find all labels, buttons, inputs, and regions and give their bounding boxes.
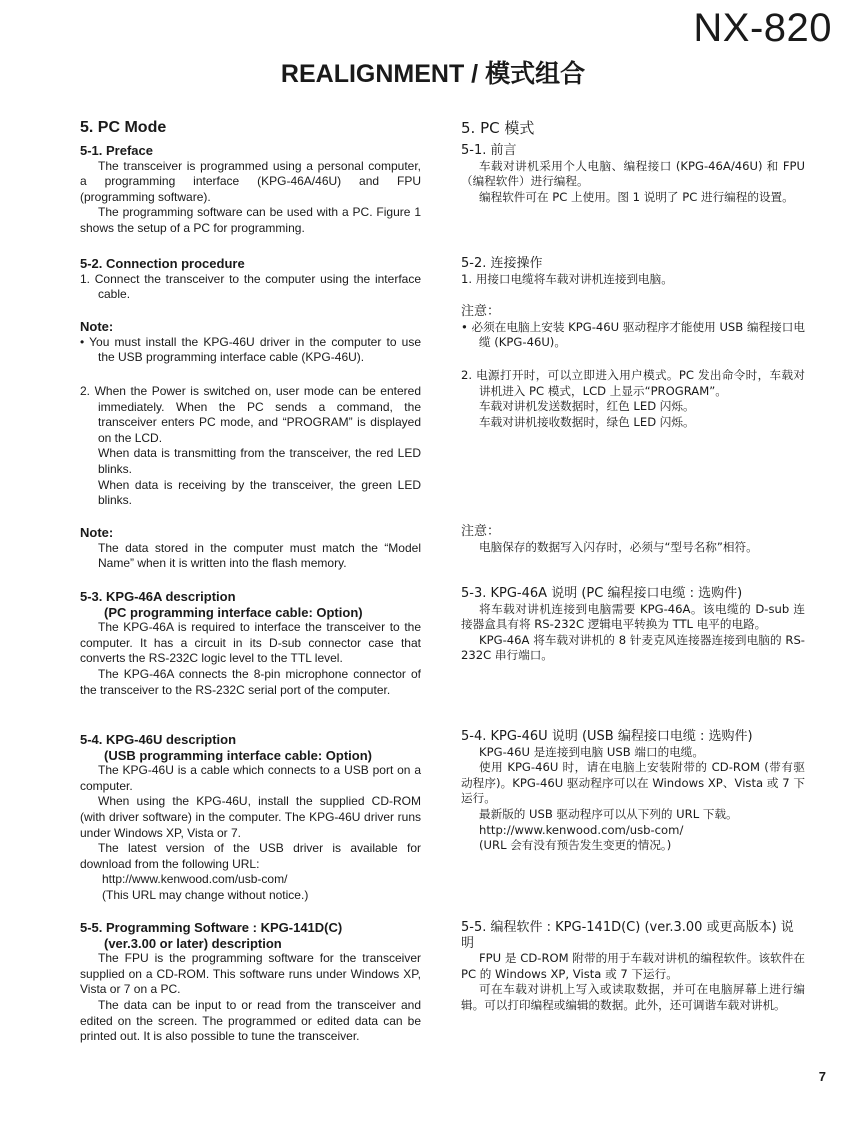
model-number: NX-820 [693,6,832,50]
en-note1-title: Note: [80,319,114,334]
en-note2-title: Note: [80,525,114,540]
en-s55-title: 5-5. Programming Software : KPG-141D(C) [80,920,343,935]
cn-s54-title: 5-4. KPG-46U 说明 (USB 编程接口电缆 : 选购件) [461,729,753,744]
en-note2-text: The data stored in the computer must match the “Model Name” when it is written into the flash memory. [98,540,421,571]
en-note1-item: • You must install the KPG-46U driver in the computer to use the USB programming interface cable (KPG-46U). [80,334,421,365]
cn-s52-item1: 1. 用接口电缆将车载对讲机连接到电脑。 [461,271,673,286]
en-s51-p1: The transceiver is programmed using a personal computer, a programming interface (KPG-46A/46U) and FPU (programming software). [80,158,421,204]
en-s51-title: 5-1. Preface [80,143,153,158]
en-section-55 [80,920,421,1045]
cn-s52-item2-green: 车载对讲机接收数据时，绿色 LED 闪烁。 [479,414,695,429]
en-s54-p2: When using the KPG-46U, install the supplied CD-ROM (with driver software) in the computer. The KPG-46U driver runs under Windows XP, Vista or 7. [80,794,421,840]
cn-section-52 [461,256,805,287]
cn-note1-item: • 必须在电脑上安装 KPG-46U 驱动程序才能使用 USB 编程接口电缆 (KPG-46U)。 [461,319,805,350]
cn-note2-text: 电脑保存的数据写入闪存时，必须与“型号名称”相符。 [479,539,758,554]
cn-note2 [461,524,805,555]
cn-s54-note: (URL 会有没有预告发生变更的情况。) [479,838,672,853]
en-s5-title: 5. PC Mode [80,119,167,136]
en-section-52 [80,256,421,303]
en-s52-item2-green: When data is receiving by the transceiver, the green LED blinks. [98,477,421,508]
cn-s54-p2: 使用 KPG-46U 时，请在电脑上安装附带的 CD-ROM (带有驱动程序)。KPG-46U 驱动程序可以在 Windows XP、Vista 或 7 下运行。 [461,760,805,806]
cn-s5-title: 5. PC 模式 [461,119,535,137]
cn-s52-title: 5-2. 连接操作 [461,256,543,271]
cn-s52-item2-red: 车载对讲机发送数据时，红色 LED 闪烁。 [479,399,695,414]
en-s52-item2-red: When data is transmitting from the transceiver, the red LED blinks. [98,446,421,476]
cn-s54-url: http://www.kenwood.com/usb-com/ [479,822,684,837]
en-s53-p1: The KPG-46A is required to interface the transceiver to the computer. It has a circuit in its D-sub connector case that converts the RS-232C logic level to the TTL level. [80,620,421,666]
cn-s55-p1: FPU 是 CD-ROM 附带的用于车载对讲机的编程软件。该软件在 PC 的 Windows XP, Vista 或 7 下运行。 [461,951,805,981]
en-s54-subtitle: (USB programming interface cable: Option) [104,747,372,763]
en-s53-subtitle: (PC programming interface cable: Option) [104,604,363,620]
cn-section-53 [461,586,805,664]
en-s54-p3: The latest version of the USB driver is available for download from the following URL: [80,841,421,871]
cn-section-55 [461,920,805,1014]
en-s54-note: (This URL may change without notice.) [102,887,309,902]
cn-note1-title: 注意： [461,304,501,319]
en-s51-p2: The programming software can be used with a PC. Figure 1 shows the setup of a PC for programming. [80,205,421,235]
cn-section-54 [461,729,805,854]
en-s55-subtitle: (ver.3.00 or later) description [104,935,282,951]
cn-s54-p3: 最新版的 USB 驱动程序可以从下列的 URL 下载。 [479,806,738,821]
cn-s54-p1: KPG-46U 是连接到电脑 USB 端口的电缆。 [479,744,704,759]
cn-s55-title: 5-5. 编程软件 : KPG-141D(C) (ver.3.00 或更高版本) 说明 [461,920,794,951]
en-s52-item1: 1. Connect the transceiver to the computer using the interface cable. [80,271,421,302]
cn-s51-title: 5-1. 前言 [461,143,517,158]
cn-s51-p2: 编程软件可在 PC 上使用。图 1 说明了 PC 进行编程的设置。 [479,189,794,204]
cn-s51-p1: 车载对讲机采用个人电脑、编程接口 (KPG-46A/46U) 和 FPU（编程软件）进行编程。 [461,158,805,189]
en-section-54 [80,732,421,904]
en-s53-p2: The KPG-46A connects the 8-pin microphone connector of the transceiver to the RS-232C serial port of the computer. [80,666,421,697]
cn-s53-p1: 将车载对讲机连接到电脑需要 KPG-46A。该电缆的 D-sub 连接器盒具有将 RS-232C 逻辑电平转换为 TTL 电平的电路。 [461,601,805,632]
cn-note1 [461,304,805,351]
page-number: 7 [818,1069,826,1084]
en-note1 [80,319,421,366]
en-s52-title: 5-2. Connection procedure [80,256,245,271]
cn-section-5 [461,118,805,205]
en-s54-url: http://www.kenwood.com/usb-com/ [102,872,288,887]
en-s53-title: 5-3. KPG-46A description [80,589,236,604]
cn-s52-item2-block [461,368,805,430]
en-s54-p1: The KPG-46U is a cable which connects to a USB port on a computer. [80,763,421,793]
en-section-53 [80,589,421,698]
cn-s52-item2: 2. 电源打开时，可以立即进入用户模式。PC 发出命令时，车载对讲机进入 PC 模式，LCD 上显示“PROGRAM”。 [461,368,805,398]
en-s55-p1: The FPU is the programming software for the transceiver supplied on a CD-ROM. This software runs under Windows XP, Vista or 7 on a PC. [80,951,421,997]
en-s52-item2-block [80,384,421,509]
en-section-5 [80,118,421,237]
cn-s53-p2: KPG-46A 将车载对讲机的 8 针麦克风连接器连接到电脑的 RS-232C 串行端口。 [461,632,805,663]
cn-note2-title: 注意： [461,524,501,539]
page-title: REALIGNMENT / 模式组合 [280,60,586,88]
en-s54-title: 5-4. KPG-46U description [80,732,237,747]
en-s55-p2: The data can be input to or read from the transceiver and edited on the screen. The programmed or edited data can be printed out. It is also possible to tune the transceiver. [80,997,421,1044]
en-s52-item2: 2. When the Power is switched on, user mode can be entered immediately. When the PC sends a command, the transceiver enters PC mode, and “PROGRAM” is displayed on the LCD. [80,384,421,445]
cn-s55-p2: 可在车载对讲机上写入或读取数据，并可在电脑屏幕上进行编辑。可以打印编程或编辑的数据。此外，还可调谐车载对讲机。 [461,982,805,1012]
cn-s53-title: 5-3. KPG-46A 说明 (PC 编程接口电缆 : 选购件) [461,586,743,601]
en-note2 [80,525,421,572]
